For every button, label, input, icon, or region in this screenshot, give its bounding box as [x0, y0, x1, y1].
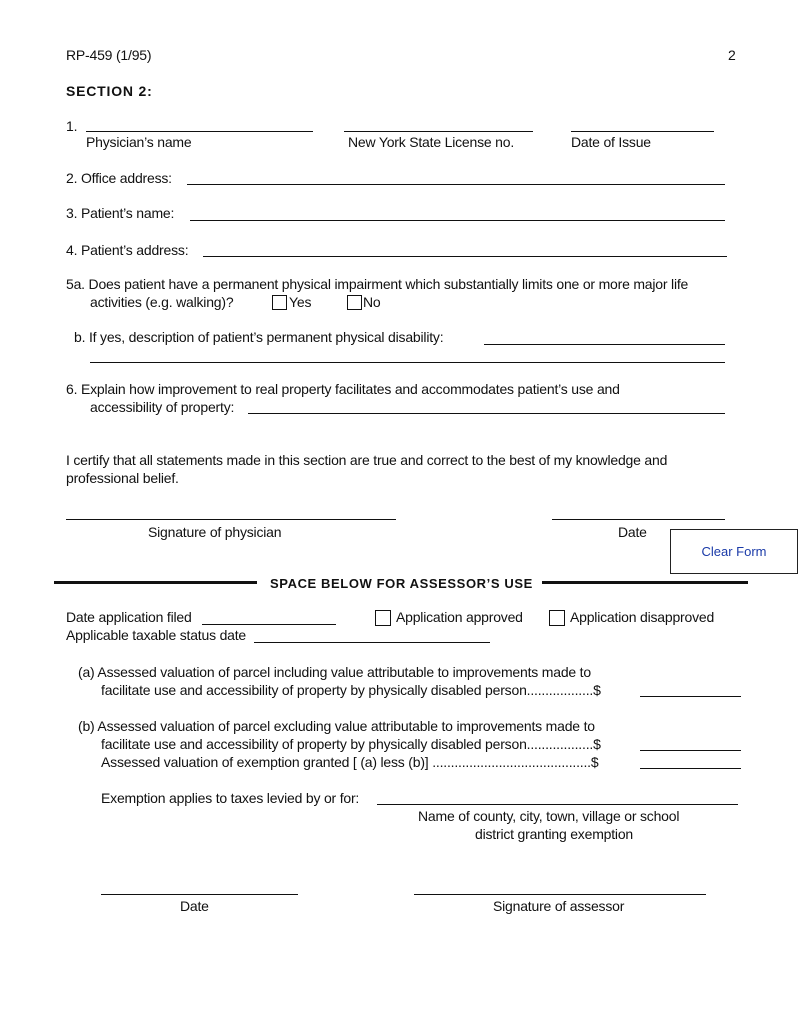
patient-address-line [203, 256, 727, 257]
page-number: 2 [728, 47, 736, 63]
patient-address-label: 4. Patient’s address: [66, 242, 189, 258]
valuation-a-label-cont: facilitate use and accessibility of property by physically disabled person..................$ [101, 682, 601, 698]
physician-date-label: Date [618, 524, 647, 540]
yes-checkbox[interactable] [272, 295, 287, 310]
disapproved-label: Application disapproved [570, 609, 715, 625]
approved-checkbox[interactable] [375, 610, 391, 626]
date-filed-label: Date application filed [66, 609, 192, 625]
disapproved-checkbox[interactable] [549, 610, 565, 626]
patient-name-field[interactable] [190, 205, 725, 220]
office-address-label: 2. Office address: [66, 170, 172, 186]
assessor-date-line [101, 894, 298, 895]
status-date-line [254, 642, 490, 643]
license-number-line [344, 131, 533, 132]
municipality-label: Name of county, city, town, village or school [418, 808, 680, 824]
physician-date-line [552, 519, 725, 520]
q5a-question: 5a. Does patient have a permanent physical impairment which substantially limits one or more major life [66, 276, 689, 292]
valuation-b-label: (b) Assessed valuation of parcel excluding value attributable to improvements made to [78, 718, 595, 734]
disability-description-line1 [484, 344, 725, 345]
approved-label: Application approved [396, 609, 523, 625]
assessor-signature-line [414, 894, 706, 895]
banner-rule-left [54, 581, 257, 584]
physician-name-line [86, 131, 313, 132]
municipality-field[interactable] [377, 789, 738, 804]
assessor-date-field[interactable] [101, 879, 298, 894]
assessor-banner: SPACE BELOW FOR ASSESSOR’S USE [270, 576, 533, 591]
clear-form-button[interactable]: Clear Form [670, 529, 798, 574]
q6-question-cont: accessibility of property: [90, 399, 235, 415]
exemption-granted-line [640, 768, 741, 769]
valuation-b-label-cont: facilitate use and accessibility of property by physically disabled person..................$ [101, 736, 601, 752]
valuation-b-line [640, 750, 741, 751]
date-filed-field[interactable] [202, 609, 336, 624]
patient-name-label: 3. Patient’s name: [66, 205, 175, 221]
valuation-a-field[interactable] [640, 681, 741, 696]
accessibility-field[interactable] [248, 398, 725, 413]
q6-question: 6. Explain how improvement to real property facilitates and accommodates patient’s use and [66, 381, 620, 397]
q5b-label: b. If yes, description of patient’s permanent physical disability: [74, 329, 444, 345]
section-title: SECTION 2: [66, 83, 153, 99]
accessibility-line [248, 413, 725, 414]
no-label: No [363, 294, 381, 310]
valuation-a-line [640, 696, 741, 697]
patient-address-field[interactable] [203, 241, 727, 256]
exemption-granted-label: Assessed valuation of exemption granted [ (a) less (b)] ...........................................$ [101, 754, 599, 770]
physician-name-field[interactable] [86, 116, 313, 131]
office-address-field[interactable] [187, 169, 725, 184]
assessor-signature-label: Signature of assessor [493, 898, 625, 914]
physician-signature-label: Signature of physician [148, 524, 282, 540]
status-date-field[interactable] [254, 627, 490, 642]
no-checkbox[interactable] [347, 295, 362, 310]
yes-label: Yes [289, 294, 312, 310]
status-date-label: Applicable taxable status date [66, 627, 247, 643]
date-of-issue-label: Date of Issue [571, 134, 651, 150]
valuation-a-label: (a) Assessed valuation of parcel including value attributable to improvements made to [78, 664, 591, 680]
q5a-question-cont: activities (e.g. walking)? [90, 294, 234, 310]
date-of-issue-field[interactable] [571, 116, 714, 131]
assessor-date-label: Date [180, 898, 209, 914]
form-code: RP-459 (1/95) [66, 47, 152, 63]
certify-text: I certify that all statements made in this section are true and correct to the best of my knowledge and [66, 452, 668, 468]
disability-description-line2 [90, 362, 725, 363]
physician-date-field[interactable] [552, 504, 725, 519]
banner-rule-right [542, 581, 748, 584]
physician-name-label: Physician’s name [86, 134, 192, 150]
q1-number: 1. [66, 118, 78, 134]
certify-text-cont: professional belief. [66, 470, 179, 486]
exemption-granted-field[interactable] [640, 753, 741, 768]
valuation-b-field[interactable] [640, 735, 741, 750]
assessor-signature-field[interactable] [414, 879, 706, 894]
physician-signature-line [66, 519, 396, 520]
municipality-line [377, 804, 738, 805]
physician-signature-field[interactable] [66, 504, 396, 519]
patient-name-line [190, 220, 725, 221]
date-filed-line [202, 624, 336, 625]
office-address-line [187, 184, 725, 185]
license-label: New York State License no. [348, 134, 515, 150]
license-number-field[interactable] [344, 116, 533, 131]
disability-description-field2[interactable] [90, 347, 725, 362]
exemption-applies-label: Exemption applies to taxes levied by or for: [101, 790, 360, 806]
disability-description-field[interactable] [484, 329, 725, 344]
date-of-issue-line [571, 131, 714, 132]
municipality-label-cont: district granting exemption [475, 826, 634, 842]
